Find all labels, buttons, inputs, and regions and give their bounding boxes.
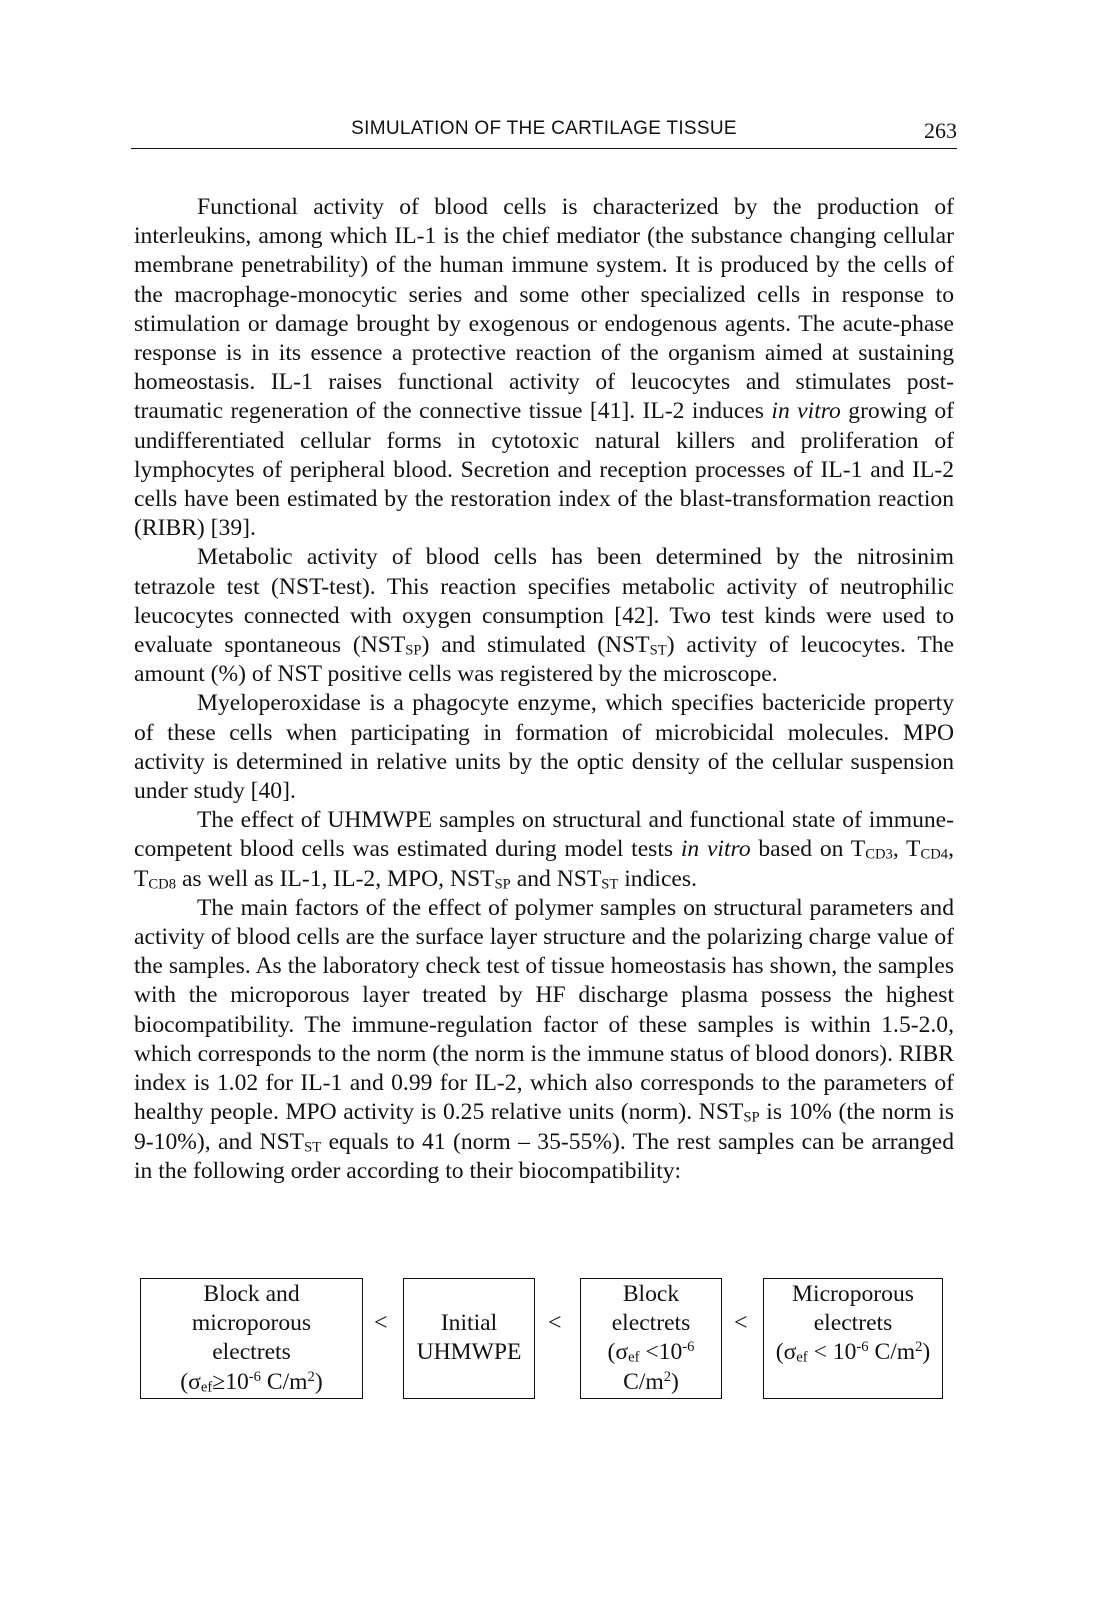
text-run: C/m (260, 1368, 308, 1395)
text-run: ) and stimulated (NST (421, 632, 650, 659)
box-line (141, 1368, 362, 1397)
box-line: electrets (813, 1310, 893, 1337)
subscript: CD4 (920, 847, 949, 864)
subscript: SP (405, 642, 422, 659)
running-header (131, 114, 957, 149)
text-run: , T (892, 836, 921, 863)
paragraph-metabolic-activity (134, 543, 954, 689)
text-run: as well as IL-1, IL-2, MPO, NST (176, 865, 495, 892)
text-run: <10 (639, 1339, 683, 1366)
text-run: growing of undifferentiated cellular forms in cytotoxic natural killers and proliferation of lymphocytes of peripheral blood. Secretion and reception processes of IL-1 and IL-2 cells have been estimated by the restoration index of the blast-transformation reaction (RIBR) [39]. (134, 398, 954, 542)
page-number: 263 (924, 118, 957, 143)
box-microporous-electrets (763, 1278, 943, 1399)
paragraph-myeloperoxidase (134, 689, 954, 806)
box-line: Microporous (792, 1281, 914, 1307)
text-run: Functional activity of blood cells is characterized by the production of interleukins, among which IL-1 is the chief mediator (the substance changing cellular membrane penetrability) of the human immune system. It is produced by the cells of the macrophage-monocytic series and some other specialized cells in response to stimulation or damage brought by exogenous or endogenous agents. The acute-phase response is in its essence a protective reaction of the organism aimed at sustaining homeostasis. IL-1 raises functional activity of leucocytes and stimulates post-traumatic regeneration of the connective tissue [41]. IL-2 induces (134, 194, 954, 425)
paragraph-main-factors (134, 894, 954, 1186)
text-run: based on T (750, 836, 866, 863)
text-run: equals to 41 (norm – 35-55%). The rest samples can be arranged in the following order according to their biocompatibility: (134, 1128, 955, 1184)
box-line (764, 1338, 942, 1367)
subscript: ef (200, 1379, 213, 1396)
box-line: UHMWPE (416, 1339, 522, 1366)
text-run: C/m (623, 1368, 664, 1395)
paragraph-interleukins (134, 193, 954, 543)
subscript: CD8 (148, 876, 177, 893)
box-line (581, 1338, 721, 1367)
subscript: SP (494, 876, 511, 893)
text-run: (σ (775, 1339, 797, 1366)
subscript: SP (743, 1109, 760, 1126)
text-run: (σ (607, 1339, 629, 1366)
less-than-sign: < (374, 1310, 388, 1336)
italic-text: in vitro (771, 398, 841, 425)
paragraph-uhmwpe-effect (134, 806, 954, 894)
text-run: ) (922, 1339, 931, 1366)
superscript: -6 (682, 1339, 695, 1356)
text-run: ) (314, 1368, 323, 1395)
box-block-electrets (580, 1278, 722, 1399)
less-than-sign: < (548, 1310, 562, 1336)
text-run: indices. (618, 865, 697, 892)
superscript: 2 (307, 1368, 315, 1385)
subscript: ef (796, 1350, 808, 1367)
text-run: ) activity of leucocytes. The amount (%) of NST positive cells was registered by the microscope. (134, 632, 954, 688)
box-line: Block and (203, 1281, 300, 1307)
text-run: Metabolic activity of blood cells has been determined by the nitrosinim tetrazole test (NST-test). This reaction specifies metabolic activity of neutrophilic leucocytes connected with oxygen consumption [42]. Two test kinds were used to evaluate spontaneous (NST (134, 544, 954, 659)
less-than-sign: < (734, 1310, 748, 1336)
body-text (134, 193, 954, 1186)
running-title: SIMULATION OF THE CARTILAGE TISSUE (351, 118, 737, 139)
box-initial-uhmwpe (403, 1278, 535, 1399)
superscript: -6 (248, 1368, 261, 1385)
superscript: 2 (663, 1368, 672, 1385)
subscript: ST (304, 1139, 322, 1156)
box-line (581, 1368, 721, 1397)
box-line: microporous (191, 1310, 312, 1337)
text-run: and NST (510, 865, 602, 892)
text-run: (σ (180, 1368, 201, 1395)
box-line: electrets (611, 1310, 691, 1337)
text-run: C/m (868, 1339, 916, 1366)
box-line: electrets (212, 1339, 291, 1366)
superscript: 2 (915, 1339, 923, 1356)
text-run: Myeloperoxidase is a phagocyte enzyme, which specifies bactericide property of these cells when participating in formation of microbicidal molecules. MPO activity is determined in relative units by the optic density of the cellular suspension under study [40]. (134, 690, 954, 805)
subscript: CD3 (865, 847, 893, 864)
text-run: < 10 (807, 1339, 857, 1366)
subscript: ST (601, 876, 619, 893)
text-run: ) (671, 1368, 679, 1395)
text-run: is 10% (the norm is 9-10%), and NST (134, 1099, 954, 1155)
text-run: , T (134, 836, 955, 892)
text-run: The effect of UHMWPE samples on structural and functional state of immune-competent blood cells was estimated during model tests (134, 807, 954, 863)
subscript: ef (628, 1350, 640, 1367)
text-run: The main factors of the effect of polymer samples on structural parameters and activity of blood cells are the surface layer structure and the polarizing charge value of the samples. As the laboratory check test of tissue homeostasis has shown, the samples with the microporous layer treated by HF discharge plasma possess the highest biocompatibility. The immune-regulation factor of these samples is within 1.5-2.0, which corresponds to the norm (the norm is the immune status of blood donors). RIBR index is 1.02 for IL-1 and 0.99 for IL-2, which also corresponds to the parameters of healthy people. MPO activity is 0.25 relative units (norm). NST (134, 894, 954, 1126)
box-line: Initial (440, 1310, 498, 1336)
subscript: ST (649, 642, 667, 659)
text-run: ≥10 (212, 1368, 249, 1395)
superscript: -6 (856, 1339, 869, 1356)
box-block-microporous-electrets (140, 1278, 363, 1399)
italic-text: in vitro (680, 836, 751, 863)
box-line: Block (622, 1281, 680, 1307)
